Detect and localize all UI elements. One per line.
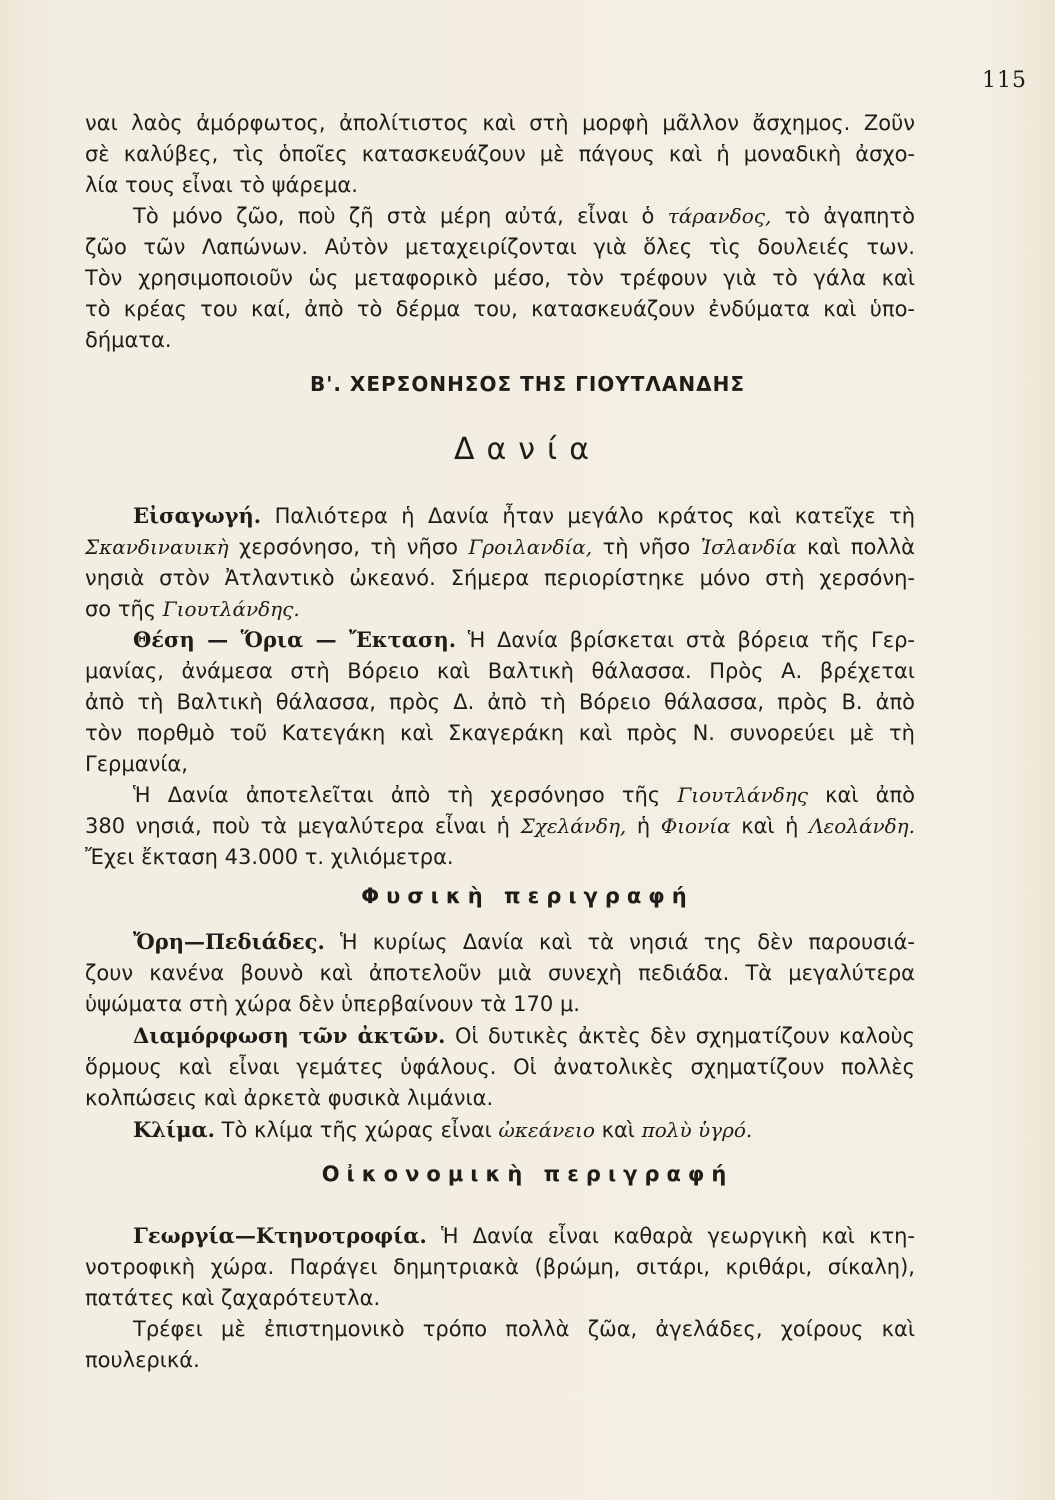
chapter-title: Β'. ΧΕΡΣΟΝΗΣΟΣ ΤΗΣ ΓΙΟΥΤΛΑΝΔΗΣ bbox=[310, 372, 745, 396]
text-line: νοτροφικὴ χώρα. Παράγει δημητριακὰ (βρώμη, σιτάρι, κριθάρι, σίκαλη), bbox=[85, 1255, 915, 1279]
text-line: πουλερικά. bbox=[85, 1348, 200, 1372]
text-line: Ἡ Δανία ἀποτελεῖται ἀπὸ τὴ χερσόνησο τῆς Γιουτλάνδης καὶ ἀπὸ bbox=[133, 783, 915, 807]
section-lead: Διαμόρφωση τῶν ἀκτῶν. bbox=[133, 1023, 446, 1048]
text-line: δήματα. bbox=[85, 328, 172, 352]
text-line: 380 νησιά, ποὺ τὰ μεγαλύτερα εἶναι ἡ Σχελάνδη, ἡ Φιονία καὶ ἡ Λεολάνδη. bbox=[85, 814, 915, 838]
page-number: 115 bbox=[982, 68, 1027, 93]
text-line: ἀπὸ τὴ Βαλτικὴ θάλασσα, πρὸς Δ. ἀπὸ τὴ Βόρειο θάλασσα, πρὸς Β. ἀπὸ bbox=[85, 690, 915, 714]
text-line: Ἔχει ἔκταση 43.000 τ. χιλιόμετρα. bbox=[85, 845, 454, 869]
text-line: Γερμανία, bbox=[85, 752, 188, 776]
text-line: Σκανδιναυικὴ χερσόνησο, τὴ νῆσο Γροιλανδία, τὴ νῆσο Ἰσλανδία καὶ πολλὰ bbox=[85, 535, 915, 559]
text-line: ναι λαὸς ἀμόρφωτος, ἀπολίτιστος καὶ στὴ μορφὴ μᾶλλον ἄσχημος. Ζοῦν bbox=[85, 111, 915, 135]
text-line: ὑψώματα στὴ χώρα δὲν ὑπερβαίνουν τὰ 170 μ. bbox=[85, 992, 580, 1016]
text-line: μανίας, ἀνάμεσα στὴ Βόρειο καὶ Βαλτικὴ θάλασσα. Πρὸς Α. βρέχεται bbox=[85, 659, 915, 683]
text-line: σο τῆς Γιουτλάνδης. bbox=[85, 597, 300, 621]
text-line: Κλίμα. Τὸ κλίμα τῆς χώρας εἶναι ὠκεάνειο καὶ πολὺ ὑγρό. bbox=[133, 1117, 753, 1142]
text-line: τὸ κρέας του καί, ἀπὸ τὸ δέρμα του, κατασκευάζουν ἐνδύματα καὶ ὑπο- bbox=[85, 297, 915, 321]
text-line: Διαμόρφωση τῶν ἀκτῶν. Οἱ δυτικὲς ἀκτὲς δὲν σχηματίζουν καλοὺς bbox=[133, 1023, 915, 1048]
introduction-section bbox=[85, 500, 915, 625]
text-line: Τὸ μόνο ζῶο, ποὺ ζῆ στὰ μέρη αὐτά, εἶναι ὁ τάρανδος, τὸ ἀγαπητὸ bbox=[133, 204, 915, 228]
text-line: τὸν πορθμὸ τοῦ Κατεγάκη καὶ Σκαγεράκη καὶ πρὸς Ν. συνορεύει μὲ τὴ bbox=[85, 721, 915, 745]
text-line: Ὄρη—Πεδιάδες. Ἡ κυρίως Δανία καὶ τὰ νησιά της δὲν παρουσιά- bbox=[133, 929, 915, 954]
text-line: πατάτες καὶ ζαχαρότευτλα. bbox=[85, 1286, 381, 1310]
section-lead: Θέση — Ὅρια — Ἔκταση. bbox=[133, 627, 457, 652]
economic-section bbox=[85, 1220, 915, 1376]
text-line: ζῶο τῶν Λαπώνων. Αὐτὸν μεταχειρίζονται γιὰ ὅλες τὶς δουλειές των. bbox=[85, 235, 915, 259]
section-lead: Ὄρη—Πεδιάδες. bbox=[133, 929, 325, 954]
text-line: ζουν κανένα βουνὸ καὶ ἀποτελοῦν μιὰ συνεχὴ πεδιάδα. Τὰ μεγαλύτερα bbox=[85, 961, 915, 985]
intro-text bbox=[85, 108, 915, 356]
italic-term: τάρανδος, bbox=[667, 204, 772, 228]
text-line: ὅρμους καὶ εἶναι γεμάτες ὑφάλους. Οἱ ἀνατολικὲς σχηματίζουν πολλὲς bbox=[85, 1055, 915, 1079]
section-lead: Κλίμα. bbox=[133, 1117, 215, 1142]
text-line: κολπώσεις καὶ ἀρκετὰ φυσικὰ λιμάνια. bbox=[85, 1086, 494, 1110]
text-line: Τρέφει μὲ ἐπιστημονικὸ τρόπο πολλὰ ζῶα, ἀγελάδες, χοίρους καὶ bbox=[133, 1317, 915, 1341]
text-line: Τὸν χρησιμοποιοῦν ὡς μεταφορικὸ μέσο, τὸν τρέφουν γιὰ τὸ γάλα καὶ bbox=[85, 266, 915, 290]
text-line: Θέση — Ὅρια — Ἔκταση. Ἡ Δανία βρίσκεται στὰ βόρεια τῆς Γερ- bbox=[133, 627, 915, 652]
physical-section bbox=[85, 926, 915, 1146]
text-line: Εἰσαγωγή. Παλιότερα ἡ Δανία ἦταν μεγάλο κράτος καὶ κατεῖχε τὴ bbox=[133, 503, 915, 528]
position-section bbox=[85, 624, 915, 873]
text-line: νησιὰ στὸν Ἀτλαντικὸ ὠκεανό. Σήμερα περιορίστηκε μόνο στὴ χερσόνη- bbox=[85, 566, 915, 590]
country-title: Δανία bbox=[454, 432, 601, 467]
economic-heading: Οἰκονομικὴ περιγραφή bbox=[321, 1162, 734, 1186]
text-line: λία τους εἶναι τὸ ψάρεμα. bbox=[85, 173, 358, 197]
text-line: σὲ καλύβες, τὶς ὁποῖες κατασκευάζουν μὲ πάγους καὶ ἡ μοναδικὴ ἀσχο- bbox=[85, 142, 915, 166]
physical-heading: Φυσικὴ περιγραφή bbox=[361, 884, 694, 908]
section-lead: Γεωργία—Κτηνοτροφία. bbox=[133, 1223, 427, 1248]
text-line: Γεωργία—Κτηνοτροφία. Ἡ Δανία εἶναι καθαρὰ γεωργικὴ καὶ κτη- bbox=[133, 1223, 915, 1248]
section-lead: Εἰσαγωγή. bbox=[133, 503, 262, 528]
